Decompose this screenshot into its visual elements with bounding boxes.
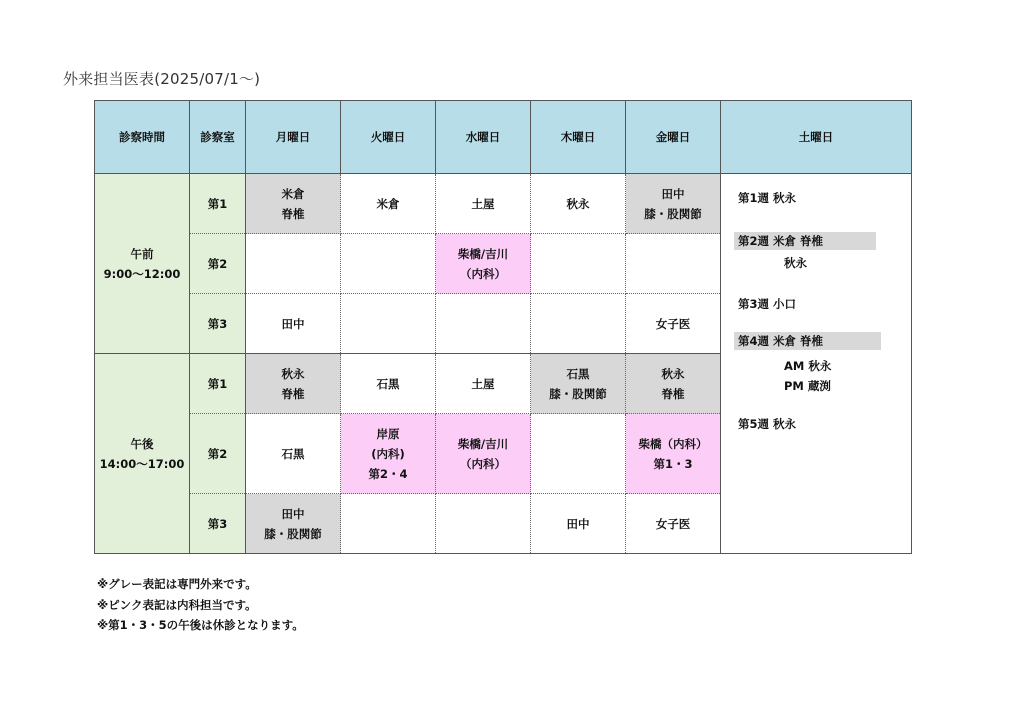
- afternoon-label: 午後: [130, 436, 154, 451]
- room-label: 第3: [190, 294, 246, 354]
- schedule-cell: 土屋: [436, 174, 531, 234]
- schedule-cell: [341, 234, 436, 294]
- room-label: 第1: [190, 354, 246, 414]
- schedule-cell: [531, 234, 626, 294]
- schedule-cell: 柴橋（内科） 第1・3: [626, 414, 721, 494]
- note-line: ※ピンク表記は内科担当です。: [97, 597, 257, 612]
- afternoon-time-cell: [95, 354, 190, 554]
- schedule-cell: [341, 494, 436, 554]
- schedule-cell: 秋永 脊椎: [626, 354, 721, 414]
- schedule-cell: [531, 414, 626, 494]
- note-line: ※グレー表記は専門外来です。: [97, 577, 257, 591]
- schedule-cell: 田中: [531, 494, 626, 554]
- schedule-cell: 米倉 脊椎: [246, 174, 341, 234]
- header-row: [95, 101, 912, 174]
- room-label: 第2: [190, 414, 246, 494]
- header-monday: 月曜日: [246, 101, 341, 174]
- room-label: 第3: [190, 494, 246, 554]
- table-row: [95, 174, 912, 234]
- schedule-cell: 田中 膝・股関節: [626, 174, 721, 234]
- note-line: ※第1・3・5の午後は休診となります。: [97, 618, 304, 632]
- schedule-cell: 女子医: [626, 494, 721, 554]
- header-time: 診察時間: [95, 101, 190, 174]
- schedule-cell: 岸原 (内科) 第2・4: [341, 414, 436, 494]
- saturday-cell: [721, 174, 912, 554]
- schedule-cell: 米倉: [341, 174, 436, 234]
- page-title: 外来担当医表(2025/07/1～): [63, 70, 261, 88]
- saturday-week5: 第5週 秋永: [738, 417, 797, 431]
- schedule-cell: 田中 膝・股関節: [246, 494, 341, 554]
- morning-label: 午前: [130, 246, 154, 261]
- saturday-week2-sub: 秋永: [784, 256, 807, 270]
- schedule-cell: [246, 234, 341, 294]
- saturday-week1: 第1週 秋永: [738, 191, 797, 205]
- schedule-cell: [436, 294, 531, 354]
- notes: [97, 574, 304, 636]
- schedule-cell: [341, 294, 436, 354]
- schedule-table: [94, 100, 912, 554]
- afternoon-hours: 14:00～17:00: [99, 456, 185, 471]
- schedule-cell: 土屋: [436, 354, 531, 414]
- saturday-week4: 第4週 米倉 脊椎: [734, 332, 881, 350]
- saturday-week4-am: AM 秋永: [784, 359, 832, 373]
- schedule-cell: [436, 494, 531, 554]
- saturday-week3: 第3週 小口: [738, 297, 797, 311]
- morning-time-cell: [95, 174, 190, 354]
- header-tuesday: 火曜日: [341, 101, 436, 174]
- schedule-cell: [626, 234, 721, 294]
- header-thursday: 木曜日: [531, 101, 626, 174]
- schedule-cell: 石黒 膝・股関節: [531, 354, 626, 414]
- schedule-cell: 柴橋/吉川 （内科）: [436, 234, 531, 294]
- schedule-cell: 女子医: [626, 294, 721, 354]
- schedule-cell: 秋永: [531, 174, 626, 234]
- header-room: 診察室: [190, 101, 246, 174]
- morning-hours: 9:00～12:00: [103, 266, 181, 281]
- schedule-cell: 石黒: [246, 414, 341, 494]
- schedule-cell: 秋永 脊椎: [246, 354, 341, 414]
- room-label: 第1: [190, 174, 246, 234]
- header-wednesday: 水曜日: [436, 101, 531, 174]
- saturday-week2: 第2週 米倉 脊椎: [734, 232, 876, 250]
- header-saturday: 土曜日: [721, 101, 912, 174]
- room-label: 第2: [190, 234, 246, 294]
- saturday-week4-pm: PM 蔵渕: [784, 379, 831, 393]
- schedule-cell: [531, 294, 626, 354]
- header-friday: 金曜日: [626, 101, 721, 174]
- schedule-cell: 柴橋/吉川 （内科）: [436, 414, 531, 494]
- schedule-cell: 田中: [246, 294, 341, 354]
- schedule-cell: 石黒: [341, 354, 436, 414]
